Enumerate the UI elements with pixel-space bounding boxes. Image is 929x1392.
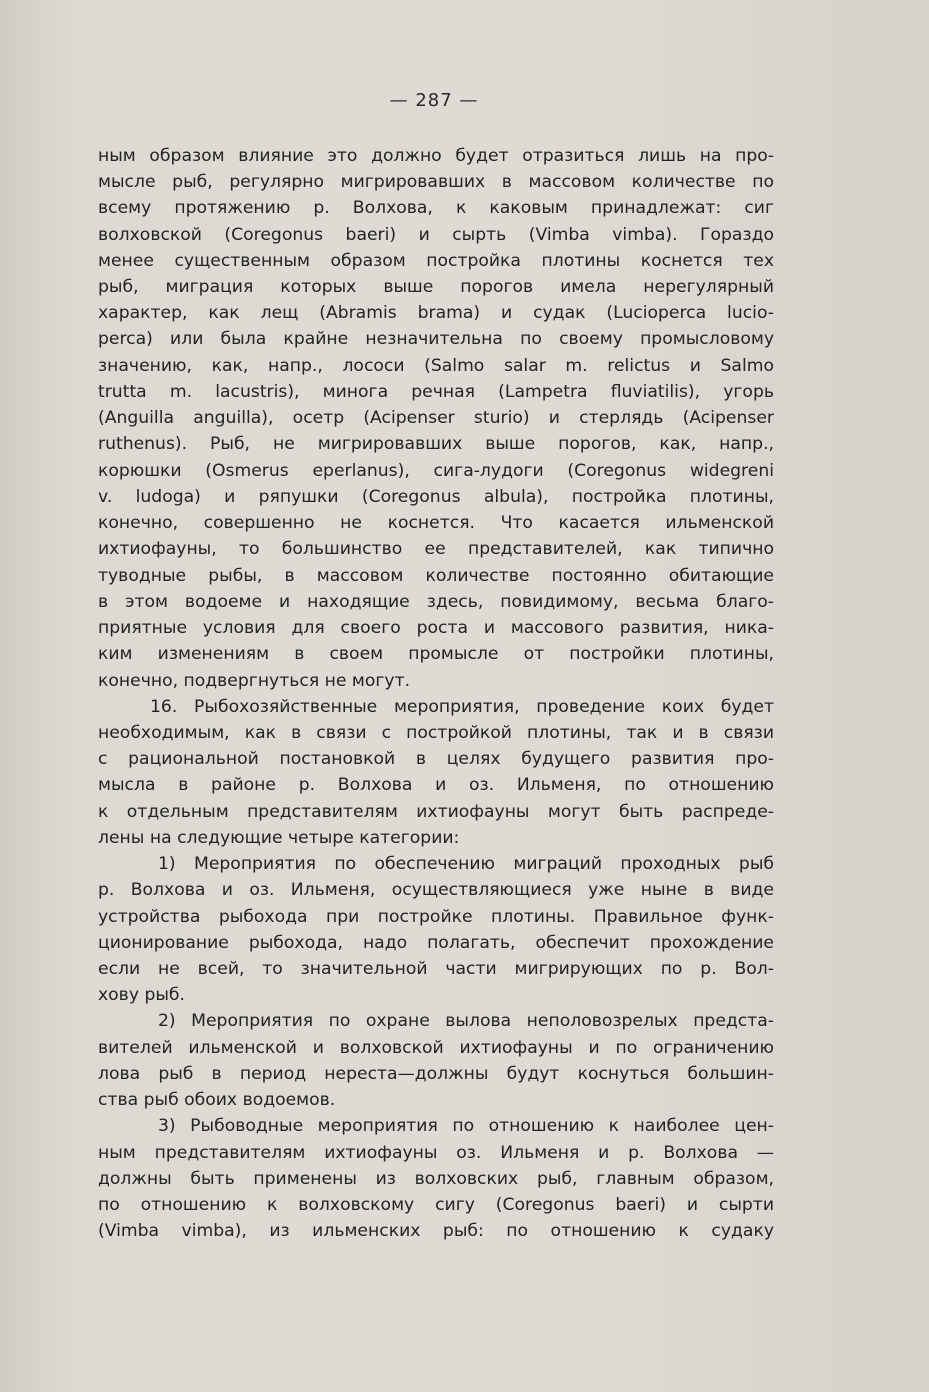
text-line: р. Волхова и оз. Ильменя, осуществляющиеся уже ныне в виде <box>98 880 774 900</box>
paragraph-start-line: 3) Рыбоводные мероприятия по отношению к наиболее цен- <box>158 1116 774 1136</box>
text-line: в этом водоеме и находящие здесь, повидимому, весьма благо- <box>98 592 774 612</box>
text-line: характер, как лещ (Abramis brama) и судак (Lucioperca lucio- <box>98 303 774 323</box>
text-line: ихтиофауны, то большинство ее представителей, как типично <box>98 539 774 559</box>
text-line: по отношению к волховскому сигу (Coregonus baeri) и сырти <box>98 1195 774 1215</box>
page-number: — 287 — <box>389 90 479 111</box>
text-line: ным образом влияние это должно будет отразиться лишь на про- <box>98 146 774 166</box>
paragraph-start-line: 16. Рыбохозяйственные мероприятия, проведение коих будет <box>150 697 774 717</box>
text-line: с рациональной постановкой в целях будущего развития про- <box>98 749 774 769</box>
text-line: если не всей, то значительной части мигрирующих по р. Вол- <box>98 959 774 979</box>
text-line: ruthenus). Рыб, не мигрировавших выше порогов, как, напр., <box>98 434 774 454</box>
text-line: корюшки (Osmerus eperlanus), сига-лудоги (Coregonus widegreni <box>98 461 774 481</box>
text-line: хову рыб. <box>98 985 185 1005</box>
text-line: мысла в районе р. Волхова и оз. Ильменя, по отношению <box>98 775 774 795</box>
text-line: лова рыб в период нереста—должны будут коснуться большин- <box>98 1064 774 1084</box>
text-line: устройства рыбохода при постройке плотины. Правильное функ- <box>98 907 774 927</box>
text-line: конечно, подвергнуться не могут. <box>98 671 411 691</box>
text-line: рыб, миграция которых выше порогов имела нерегулярный <box>98 277 774 297</box>
text-line: trutta m. lacustris), минога речная (Lampetra fluviatilis), угорь <box>98 382 774 402</box>
text-line: волховской (Coregonus baeri) и сырть (Vimba vimba). Гораздо <box>98 225 774 245</box>
text-line: вителей ильменской и волховской ихтиофауны и по ограничению <box>98 1038 774 1058</box>
text-line: мысле рыб, регулярно мигрировавших в массовом количестве по <box>98 172 774 192</box>
text-line: необходимым, как в связи с постройкой плотины, так и в связи <box>98 723 774 743</box>
text-line: (Anguilla anguilla), осетр (Acipenser sturio) и стерлядь (Acipenser <box>98 408 774 428</box>
text-line: perca) или была крайне незначительна по своему промысловому <box>98 329 774 349</box>
text-line: ства рыб обоих водоемов. <box>98 1090 336 1110</box>
text-line: ным представителям ихтиофауны оз. Ильменя и р. Волхова — <box>98 1143 774 1163</box>
text-line: лены на следующие четыре категории: <box>98 828 460 848</box>
text-line: ким изменениям в своем промысле от постройки плотины, <box>98 644 774 664</box>
text-line: всему протяжению р. Волхова, к каковым принадлежат: сиг <box>98 198 774 218</box>
paragraph-start-line: 2) Мероприятия по охране вылова неполовозрелых предста- <box>158 1011 774 1031</box>
paragraph-start-line: 1) Мероприятия по обеспечению миграций проходных рыб <box>158 854 774 874</box>
text-line: менее существенным образом постройка плотины коснется тех <box>98 251 774 271</box>
text-line: (Vimba vimba), из ильменских рыб: по отношению к судаку <box>98 1221 774 1241</box>
text-line: к отдельным представителям ихтиофауны могут быть распреде- <box>98 802 774 822</box>
text-line: конечно, совершенно не коснется. Что касается ильменской <box>98 513 774 533</box>
text-line: v. ludoga) и ряпушки (Coregonus albula), постройка плотины, <box>98 487 774 507</box>
text-line: значению, как, напр., лососи (Salmo salar m. relictus и Salmo <box>98 356 774 376</box>
text-line: ционирование рыбохода, надо полагать, обеспечит прохождение <box>98 933 774 953</box>
text-line: туводные рыбы, в массовом количестве постоянно обитающие <box>98 566 774 586</box>
text-line: должны быть применены из волховских рыб, главным образом, <box>98 1169 774 1189</box>
text-line: приятные условия для своего роста и массового развития, ника- <box>98 618 774 638</box>
